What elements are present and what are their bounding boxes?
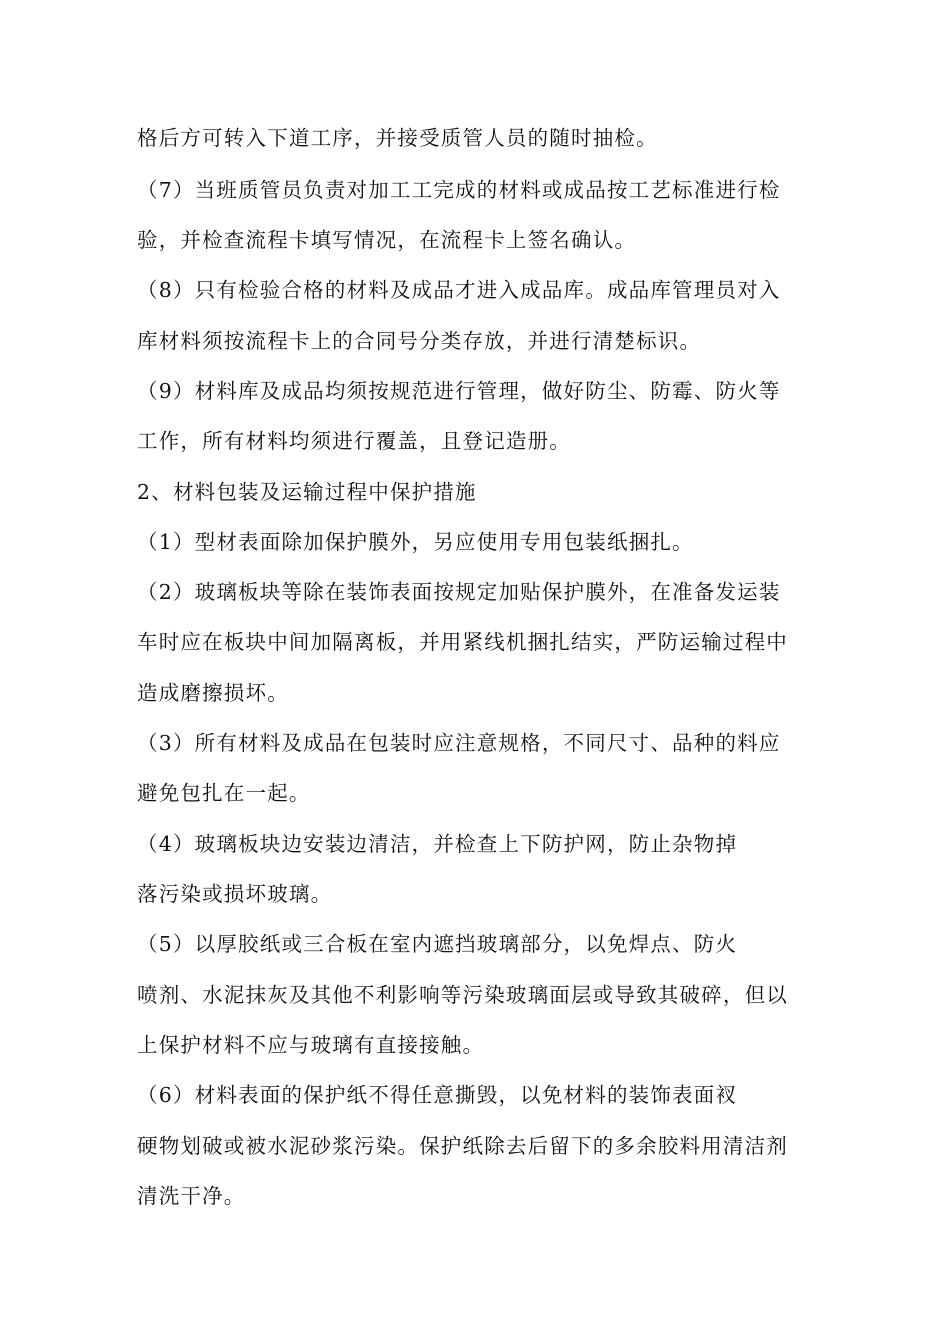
text-line: （9）材料库及成品均须按规范进行管理，做好防尘、防霉、防火等 <box>137 379 781 403</box>
text-line: （8）只有检验合格的材料及成品才进入成品库。成品库管理员对入 <box>137 278 781 302</box>
text-line: 造成磨擦损坏。 <box>137 681 289 705</box>
text-line: 验，并检查流程卡填写情况，在流程卡上签名确认。 <box>137 228 637 252</box>
text-line: （3）所有材料及成品在包装时应注意规格，不同尺寸、品种的料应 <box>137 731 781 755</box>
text-line: （5）以厚胶纸或三合板在室内遮挡玻璃部分，以免焊点、防火 <box>137 932 738 956</box>
text-line: 清洗干净。 <box>137 1184 246 1208</box>
text-line: 车时应在板块中间加隔离板，并用紧线机捆扎结实，严防运输过程中 <box>137 630 788 654</box>
text-line: 避免包扎在一起。 <box>137 781 311 805</box>
text-line: 落污染或损坏玻璃。 <box>137 882 333 906</box>
text-line: （4）玻璃板块边安装边清洁，并检查上下防护网，防止杂物掉 <box>137 832 738 856</box>
text-line: 硬物划破或被水泥砂浆污染。保护纸除去后留下的多余胶料用清洁剂 <box>137 1134 788 1158</box>
text-line: 上保护材料不应与玻璃有直接接触。 <box>137 1033 485 1057</box>
section-heading: 2、材料包装及运输过程中保护措施 <box>137 480 477 504</box>
text-line: 工作，所有材料均须进行覆盖，且登记造册。 <box>137 429 571 453</box>
text-line: （7）当班质管员负责对加工工完成的材料或成品按工艺标准进行检 <box>137 178 781 202</box>
text-line: 喷剂、水泥抹灰及其他不利影响等污染玻璃面层或导致其破碎，但以 <box>137 983 788 1007</box>
text-line: （6）材料表面的保护纸不得任意撕毁，以免材料的装饰表面衩 <box>137 1083 738 1107</box>
text-line: （1）型材表面除加保护膜外，另应使用专用包装纸捆扎。 <box>137 530 694 554</box>
text-line: 格后方可转入下道工序，并接受质管人员的随时抽检。 <box>137 126 658 150</box>
text-line: （2）玻璃板块等除在装饰表面按规定加贴保护膜外，在准备发运装 <box>137 580 781 604</box>
text-line: 库材料须按流程卡上的合同号分类存放，并进行清楚标识。 <box>137 329 702 353</box>
